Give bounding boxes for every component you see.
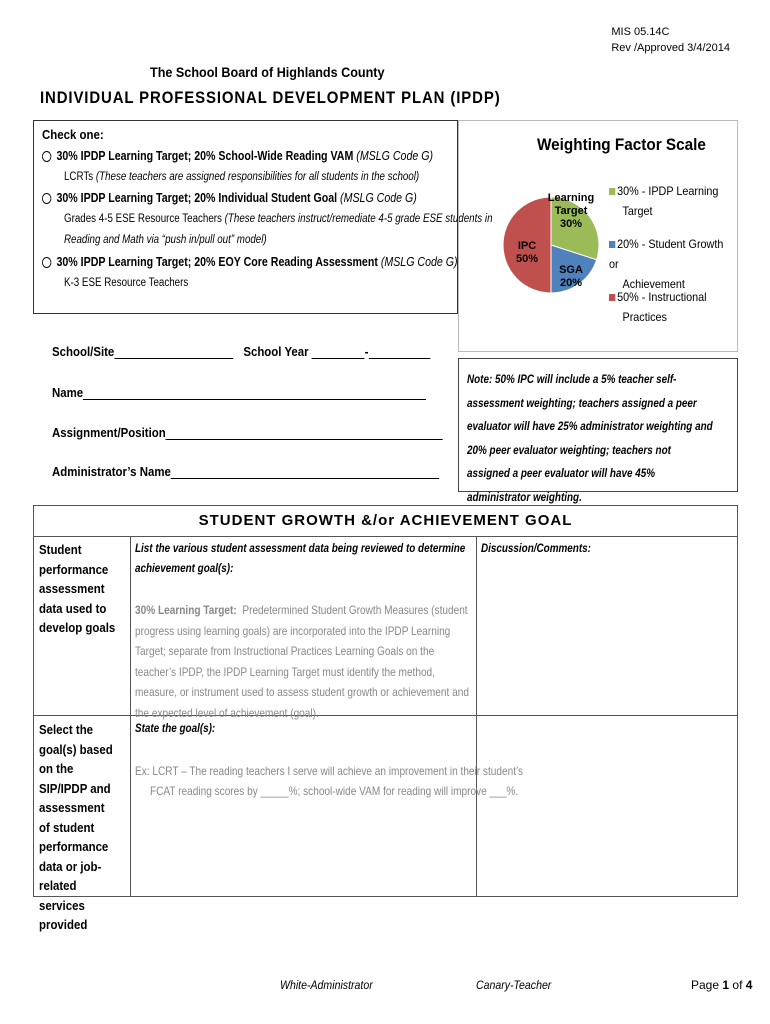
row1-guidance-bold: 30% Learning Target: <box>135 603 237 617</box>
legend-swatch-green <box>609 188 615 195</box>
board-name: The School Board of Highlands County <box>150 64 385 80</box>
option-1-sub <box>64 171 419 183</box>
legend-1-line-1: 30% - IPDP Learning <box>617 184 719 198</box>
footer-copy-canary: Canary-Teacher <box>476 978 552 992</box>
page-current: 1 <box>722 978 730 992</box>
note-text: Note: 50% IPC will include a 5% teacher self-assessment weighting; teachers assigned a peer evaluator will have 25% administrator weighting and 20% peer evaluator weighting; teachers not assigned a peer evaluator will have 45% administrator weighting. <box>467 374 713 504</box>
legend-swatch-red <box>609 294 615 301</box>
option-2-label: 30% IPDP Learning Target; 20% Individual Student Goal <box>56 191 338 205</box>
option-1-label: 30% IPDP Learning Target; 20% School-Wide Reading VAM <box>56 149 354 163</box>
goal-table <box>33 505 738 932</box>
radio-circle-icon[interactable] <box>42 193 51 204</box>
option-3-code: (MSLG Code G) <box>380 255 458 269</box>
row2-example-line2: FCAT reading scores by _____%; school-wide VAM for reading will improve ___%. <box>150 784 519 798</box>
chart-title: Weighting Factor Scale <box>537 135 706 154</box>
form-code-block <box>611 24 730 56</box>
check-one-box <box>33 120 493 314</box>
option-2-code: (MSLG Code G) <box>340 191 417 205</box>
school-year-dash: - <box>364 344 369 359</box>
school-year-label: School Year <box>243 344 309 359</box>
legend-item-2 <box>609 234 724 294</box>
legend-swatch-blue <box>609 241 615 248</box>
form-code: MIS 05.14C <box>611 26 670 38</box>
administrator-line[interactable] <box>171 466 439 479</box>
option-1-code: (MSLG Code G) <box>356 149 434 163</box>
option-3-sub <box>64 277 188 289</box>
legend-2-line-1: 20% - Student Growth or <box>609 237 724 271</box>
page-total: 4 <box>745 978 753 992</box>
option-2[interactable] <box>42 191 417 205</box>
page-number <box>691 978 752 992</box>
row2-header: State the goal(s): <box>135 723 216 735</box>
pie-slice-label-1: Learning Target 30% <box>547 192 595 230</box>
row2-example-line1: Ex: LCRT – The reading teachers I serve will achieve an improvement in their student’s <box>135 764 524 778</box>
legend-item-1 <box>609 181 718 221</box>
option-1-sub-note: (These teachers are assigned responsibilities for all students in the school) <box>95 171 420 183</box>
name-field[interactable] <box>52 385 426 400</box>
legend-2-line-2: Achievement <box>622 277 685 291</box>
legend-3-line-1: 50% - Instructional <box>617 290 707 304</box>
school-site-field[interactable] <box>52 344 430 359</box>
pie-slice-label-2: SGA 20% <box>559 264 583 289</box>
option-2-sub-note-2: Reading and Math via “push in/pull out” model) <box>64 234 267 246</box>
row1-label: Student performance assessment data used to develop goals <box>39 542 116 635</box>
page-of: of <box>732 978 743 992</box>
option-2-sub-label: Grades 4-5 ESE Resource Teachers <box>64 213 222 225</box>
footer-copy-white: White-Administrator <box>280 978 373 992</box>
administrator-field[interactable] <box>52 464 439 479</box>
row1-header: List the various student assessment data being reviewed to determine achievement goal(s): <box>135 543 466 575</box>
radio-circle-icon[interactable] <box>42 151 51 162</box>
option-2-sub-line2 <box>64 234 267 246</box>
revision-date: Rev /Approved 3/4/2014 <box>611 42 730 54</box>
name-line[interactable] <box>83 387 426 400</box>
legend-1-line-2: Target <box>622 204 653 218</box>
assignment-label: Assignment/Position <box>52 425 166 440</box>
school-site-label: School/Site <box>52 344 115 359</box>
radio-circle-icon[interactable] <box>42 257 51 268</box>
option-1[interactable] <box>42 149 433 163</box>
row1-guidance-text: Predetermined Student Growth Measures (student progress using learning goals) are incorporated into the IPDP Learning Target; separate from Instructional Practices Learning Goals on the teacher’s IPDP, the IPDP Learning Target must identify the method, measure, or instrument used to assess student growth or achievement and the expected level of achievement (goal). <box>135 603 469 720</box>
pie-slice-label-3: IPC 50% <box>515 240 539 265</box>
school-year-start-line[interactable] <box>312 346 365 359</box>
check-one-title: Check one: <box>42 127 104 142</box>
school-site-line[interactable] <box>114 346 233 359</box>
note-box <box>458 358 738 504</box>
row1-guidance <box>135 600 471 723</box>
discussion-header: Discussion/Comments: <box>481 543 591 555</box>
name-label: Name <box>52 385 84 400</box>
option-3-label: 30% IPDP Learning Target; 20% EOY Core Reading Assessment <box>56 255 378 269</box>
row2-label: Select the goal(s) based on the SIP/IPDP and assessment of student performance data or job-related services provided <box>39 722 113 932</box>
option-3-sub-label: K-3 ESE Resource Teachers <box>64 277 189 289</box>
assignment-line[interactable] <box>166 427 443 440</box>
administrator-label: Administrator’s Name <box>52 464 171 479</box>
legend-item-3 <box>609 287 707 327</box>
page-prefix: Page <box>691 978 720 992</box>
school-year-end-line[interactable] <box>368 346 430 359</box>
goal-heading: STUDENT GROWTH &/or ACHIEVEMENT GOAL <box>34 506 737 537</box>
option-1-sub-label: LCRTs <box>64 171 94 183</box>
option-3[interactable] <box>42 255 458 269</box>
option-2-sub-note: (These teachers instruct/remediate 4-5 grade ESE students in <box>224 213 493 225</box>
page-title: INDIVIDUAL PROFESSIONAL DEVELOPMENT PLAN (IPDP) <box>40 88 501 107</box>
weighting-chart-box <box>458 120 738 352</box>
option-2-sub <box>64 213 493 225</box>
legend-3-line-2: Practices <box>622 310 667 324</box>
assignment-field[interactable] <box>52 425 443 440</box>
